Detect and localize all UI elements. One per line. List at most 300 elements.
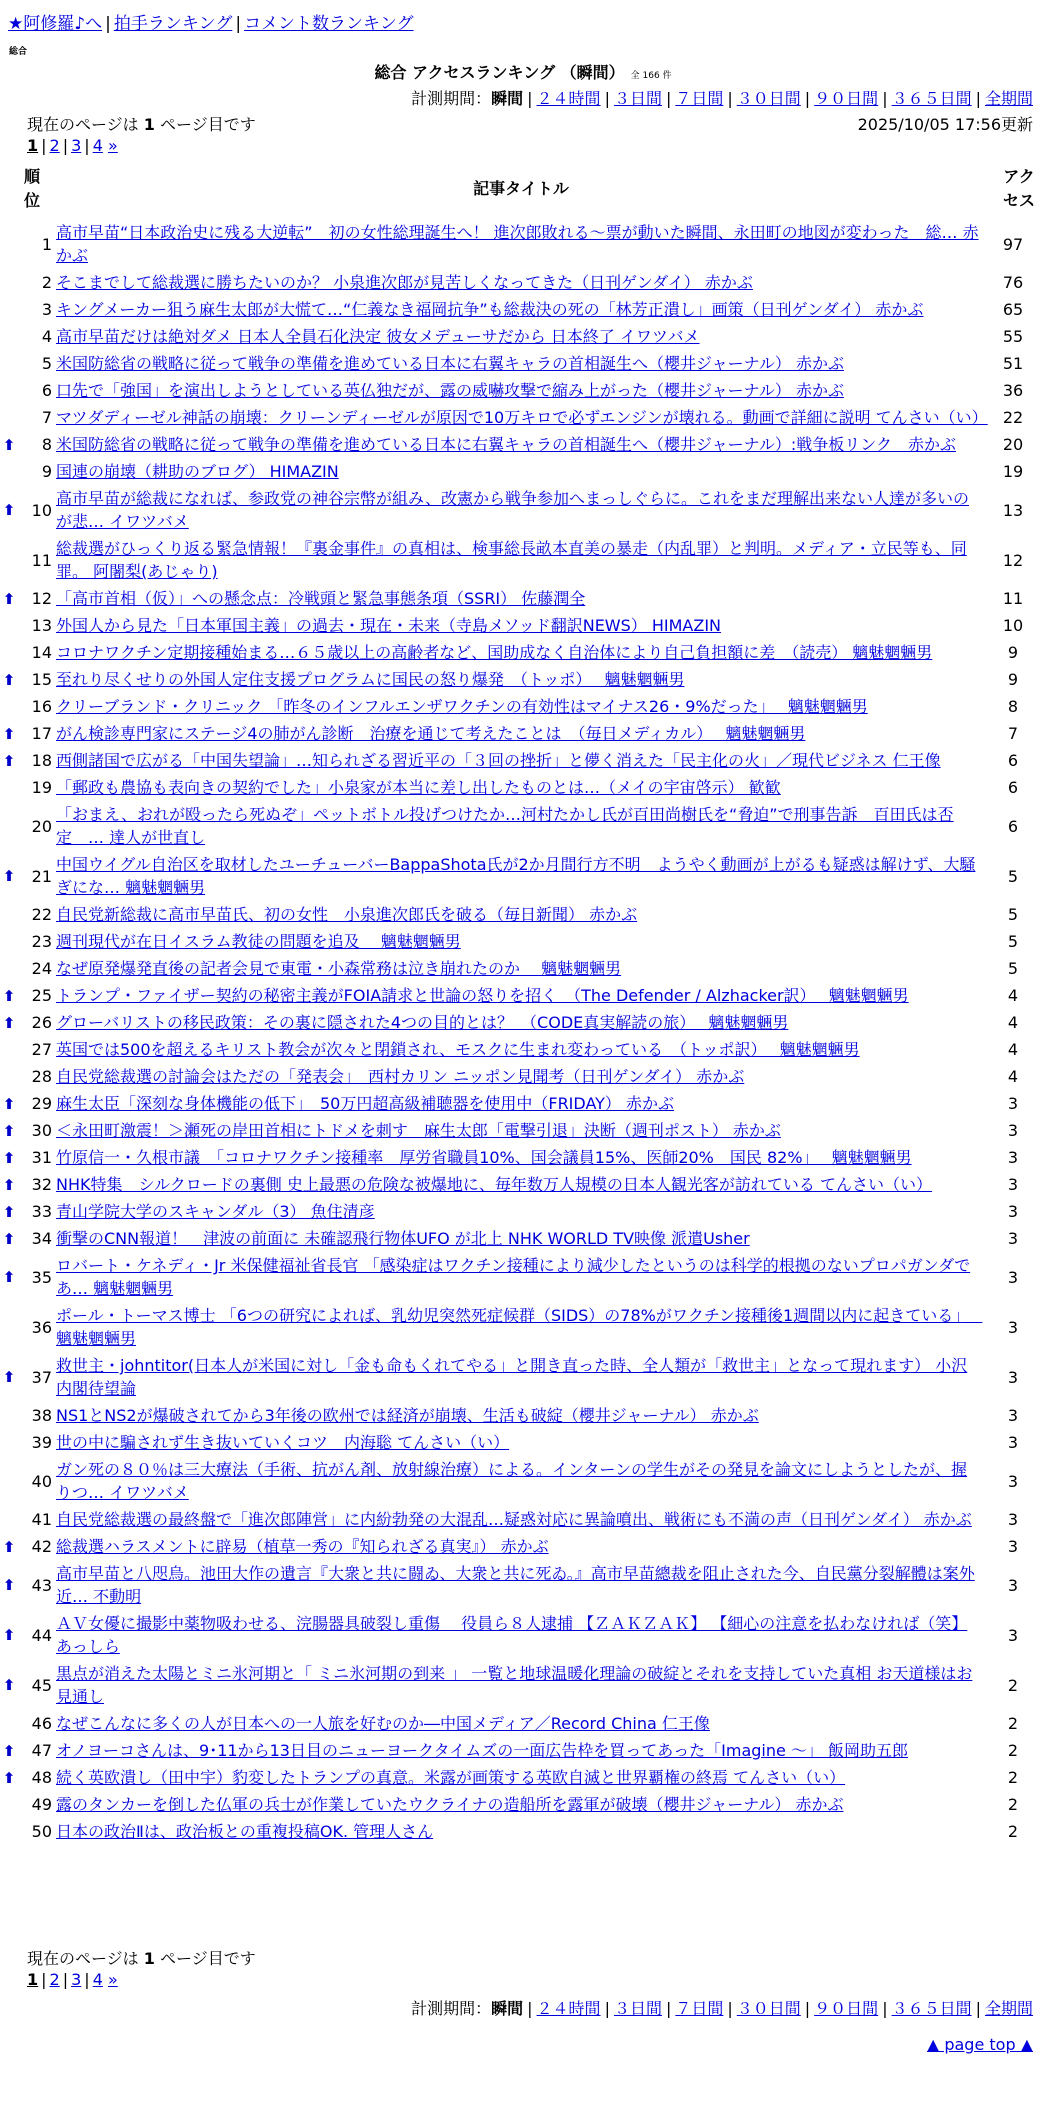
up-arrow-icon: ⬆ <box>2 1094 16 1113</box>
period-option-1[interactable]: ２４時間 <box>536 89 601 108</box>
header-title: 記事タイトル <box>473 179 569 198</box>
up-arrow-icon: ⬆ <box>2 1626 16 1644</box>
article-title-link[interactable]: コロナワクチン定期接種始まる…６５歳以上の高齢者など、国助成なく自治体により自己負担額に差 （読売） 魑魅魍魎男 <box>56 643 933 662</box>
period-option-2[interactable]: ３日間 <box>613 89 662 108</box>
article-title-link[interactable]: NHK特集 シルクロードの裏側 史上最悪の危険な被爆地に、毎年数万人規模の日本人観光客が訪れている てんさい（い） <box>56 1175 932 1194</box>
up-arrow-icon: ⬆ <box>2 1576 16 1594</box>
ranking-table <box>0 219 1046 1845</box>
rank-number: 23 <box>31 932 52 951</box>
article-title-cell <box>54 537 990 583</box>
access-count: 4 <box>1007 1067 1019 1086</box>
access-count: 19 <box>1002 462 1024 481</box>
article-title-link[interactable]: ＜永田町激震！＞瀬死の岸田首相にトドメを刺す 麻生太郎「電撃引退」決断（週刊ポスト） 赤かぶ <box>56 1121 781 1140</box>
page-link-1[interactable]: 1 <box>27 136 39 155</box>
article-title-cell <box>54 1038 990 1061</box>
article-title-cell <box>54 1119 990 1142</box>
article-title-link[interactable]: なぜこんなに多くの人が日本への一人旅を好むのか―中国メディア／Record China 仁王像 <box>56 1714 710 1733</box>
table-row <box>0 1533 1046 1560</box>
article-title-link[interactable]: 救世主・johntitor(日本人が米国に対し「金も命もくれてやる」と開き直った時、全人類が「救世主」となって現れます） 小沢内閣待望論 <box>56 1356 968 1398</box>
article-title-link[interactable]: 至れり尽くせりの外国人定住支援プログラムに国民の怒り爆発 （トッポ） 魑魅魍魎男 <box>56 670 685 689</box>
access-count: 51 <box>1002 354 1024 373</box>
article-title-link[interactable]: NS1とNS2が爆破されてから3年後の欧州では経済が崩壊、生活も破綻（櫻井ジャーナル） 赤かぶ <box>56 1406 759 1425</box>
pager-top <box>27 136 118 155</box>
period-selector-top <box>411 86 1033 109</box>
period-label: 計測期間： <box>411 89 492 108</box>
article-title-link[interactable]: そこまでして総裁選に勝ちたいのか？ 小泉進次郎が見苦しくなってきた（日刊ゲンダイ） 赤かぶ <box>56 273 753 292</box>
current-page-suffix: ページ目です <box>160 1949 256 1968</box>
period-option-0: 瞬間 <box>491 1999 524 2018</box>
article-title-cell <box>54 1304 990 1350</box>
article-title-cell <box>54 298 990 321</box>
table-row <box>0 1737 1046 1764</box>
up-arrow-icon: ⬆ <box>2 670 16 689</box>
rank-number: 19 <box>31 778 52 797</box>
item-count: 全 166 件 <box>630 71 672 81</box>
access-count: 65 <box>1002 300 1024 319</box>
top-link-comment-ranking[interactable]: コメント数ランキング <box>244 14 414 34</box>
article-title-cell <box>54 722 990 745</box>
table-row <box>0 928 1046 955</box>
article-title-link[interactable]: 西側諸国で広がる「中国失望論」…知られざる習近平の「３回の挫折」と儚く消えた「民主化の火」／現代ビジネス 仁王像 <box>56 751 941 770</box>
article-title-link[interactable]: 高市早苗が総裁になれば、参政党の神谷宗幣が組み、改憲から戦争参加へまっしぐらに。これをまだ理解出来ない人達が多いのが悲… イワツバメ <box>56 489 969 531</box>
table-row <box>0 666 1046 693</box>
article-title-link[interactable]: オノヨーコさんは、9･11から13日目のニューヨークタイムズの一面広告枠を買ってあった「Imagine 〜」 飯岡助五郎 <box>56 1741 909 1760</box>
access-count: 6 <box>1007 751 1019 770</box>
table-row <box>0 1171 1046 1198</box>
article-title-link[interactable]: 日本の政治Ⅱは、政治板との重複投稿OK. 管理人さん <box>56 1822 434 1841</box>
rank-number: 47 <box>31 1741 52 1760</box>
article-title-cell <box>54 1508 990 1531</box>
rank-number: 43 <box>31 1575 52 1595</box>
period-separator: | <box>527 1999 533 2018</box>
current-page-prefix: 現在のページは <box>27 1949 139 1968</box>
article-title-cell <box>54 1535 990 1558</box>
table-row <box>0 485 1046 535</box>
article-title-link[interactable]: 自民党新総裁に高市早苗氏、初の女性 小泉進次郎氏を破る（毎日新聞） 赤かぶ <box>56 905 638 924</box>
rank-number: 4 <box>41 327 52 346</box>
current-page-prefix: 現在のページは <box>27 115 139 134</box>
table-row <box>0 296 1046 323</box>
period-option-7[interactable]: 全期間 <box>984 89 1033 108</box>
article-title-cell <box>54 1562 990 1608</box>
table-row <box>0 431 1046 458</box>
rank-number: 1 <box>41 234 52 254</box>
period-separator: | <box>527 89 533 108</box>
rank-number: 42 <box>31 1537 52 1556</box>
rank-number: 13 <box>31 616 52 635</box>
page-link-3[interactable]: 3 <box>71 136 82 155</box>
article-title-cell <box>54 614 990 637</box>
pager-separator: | <box>41 136 47 155</box>
rank-number: 21 <box>31 866 52 886</box>
article-title-cell <box>54 1200 990 1223</box>
article-title-cell <box>54 221 990 267</box>
access-count: 5 <box>1007 932 1019 951</box>
up-arrow-icon: ⬆ <box>2 1175 16 1194</box>
article-title-link[interactable]: 総裁選がひっくり返る緊急情報！『裏金事件』の真相は、検事総長畝本直美の暴走（内乱罪）と判明。メディア・立民等も、同罪。 阿闍梨(あじゃり) <box>56 539 967 581</box>
article-title-link[interactable]: ロバート・ケネディ・Jr 米保健福祉省長官 「感染症はワクチン接種により減少したというのは科学的根拠のないプロパガンダであ… 魑魅魍魎男 <box>56 1256 971 1298</box>
access-count: 4 <box>1007 1013 1019 1032</box>
article-title-cell <box>54 1820 990 1843</box>
up-arrow-icon: ⬆ <box>2 1676 16 1694</box>
next-page-link[interactable]: » <box>107 136 118 155</box>
ranking-title-bar <box>0 60 1046 83</box>
article-title-link[interactable]: トランプ・ファイザー契約の秘密主義がFOIA請求と世論の怒りを招く （The Defender / Alzhacker訳） 魑魅魍魎男 <box>56 986 909 1005</box>
rank-number: 41 <box>31 1510 52 1529</box>
rank-number: 5 <box>41 354 52 373</box>
current-page-text-bottom <box>27 1946 256 1969</box>
access-count: 9 <box>1007 670 1019 689</box>
article-title-cell <box>54 406 990 429</box>
article-title-link[interactable]: 自民党総裁選の最終盤で「進次郎陣営」に内紛勃発の大混乱…疑惑対応に異論噴出、戦術にも不満の声（日刊ゲンダイ） 赤かぶ <box>56 1510 972 1529</box>
article-title-link[interactable]: 外国人から見た「日本軍国主義」の過去・現在・未来（寺島メソッド翻訳NEWS） HIMAZIN <box>56 616 722 635</box>
article-title-cell <box>54 587 990 610</box>
period-option-6[interactable]: ３６５日間 <box>891 89 972 108</box>
access-count: 3 <box>1007 1229 1019 1248</box>
article-title-link[interactable]: 世の中に騙されず生き抜いていくコツ 内海聡 てんさい（い） <box>56 1433 510 1452</box>
up-arrow-icon: ⬆ <box>2 435 16 454</box>
up-arrow-icon: ⬆ <box>2 1148 16 1167</box>
article-title-link[interactable]: 週刊現代が在日イスラム教徒の問題を追及 魑魅魍魎男 <box>56 932 461 951</box>
table-row <box>0 219 1046 269</box>
top-link-ashura[interactable]: ★阿修羅♪へ <box>8 14 103 34</box>
article-title-link[interactable]: 高市早苗と八咫烏。池田大作の遺言『大衆と共に闘ゐ、大衆と共に死ゐ。』高市早苗總裁を阻止された今、自民黨分裂解體は案外近… 不動明 <box>56 1564 975 1606</box>
rank-number: 14 <box>31 643 52 662</box>
table-row <box>0 1560 1046 1610</box>
table-row <box>0 1252 1046 1302</box>
access-count: 2 <box>1007 1714 1019 1733</box>
access-count: 76 <box>1002 273 1024 292</box>
article-title-link[interactable]: 自民党総裁選の討論会はただの「発表会」 西村カリン ニッポン見聞考（日刊ゲンダイ） 赤かぶ <box>56 1067 745 1086</box>
table-row <box>0 1764 1046 1791</box>
up-arrow-icon: ⬆ <box>2 1121 16 1140</box>
rank-number: 49 <box>31 1795 52 1814</box>
table-row <box>0 801 1046 851</box>
table-row <box>0 851 1046 901</box>
page-link-2[interactable]: 2 <box>49 136 60 155</box>
article-title-link[interactable]: 麻生太臣「深刻な身体機能の低下」 50万円超高級補聴器を使用中（FRIDAY） 赤かぶ <box>56 1094 675 1113</box>
access-count: 2 <box>1007 1768 1019 1787</box>
article-title-cell <box>54 271 990 294</box>
table-row <box>0 1610 1046 1660</box>
rank-number: 39 <box>31 1433 52 1452</box>
rank-number: 30 <box>31 1121 52 1140</box>
rank-number: 7 <box>41 408 52 427</box>
table-row <box>0 639 1046 666</box>
article-title-link[interactable]: 衝撃のCNN報道！ 津波の前面に 未確認飛行物体UFO が北上 NHK WORLD TV映像 派遣Usher <box>56 1229 750 1248</box>
access-count: 3 <box>1007 1317 1019 1337</box>
up-arrow-icon: ⬆ <box>2 589 16 608</box>
table-row <box>0 1402 1046 1429</box>
table-row <box>0 1009 1046 1036</box>
article-title-link[interactable]: 英国では500を超えるキリスト教会が次々と閉鎖され、モスクに生まれ変わっている （トッポ訳） 魑魅魍魎男 <box>56 1040 860 1059</box>
up-arrow-icon: ⬆ <box>2 1202 16 1221</box>
article-title-link[interactable]: ポール・トーマス博士 「6つの研究によれば、乳幼児突然死症候群（SIDS）の78%がワクチン接種後1週間以内に起きている」 魑魅魍魎男 <box>56 1306 983 1348</box>
table-row <box>0 350 1046 377</box>
period-separator: | <box>727 89 733 108</box>
up-arrow-icon: ⬆ <box>2 1768 16 1787</box>
article-title-link[interactable]: 中国ウイグル自治区を取材したユーチューバーBappaShota氏が2か月間行方不明 ようやく動画が上がるも疑惑は解けず、大騒ぎにな… 魑魅魍魎男 <box>56 855 976 897</box>
article-title-cell <box>54 776 990 799</box>
access-count: 2 <box>1007 1822 1019 1841</box>
article-title-cell <box>54 1254 990 1300</box>
period-option-3[interactable]: ７日間 <box>675 1999 724 2018</box>
rank-number: 33 <box>31 1202 52 1221</box>
rank-number: 11 <box>31 550 52 570</box>
rank-number: 36 <box>31 1317 52 1337</box>
article-title-cell <box>54 1404 990 1427</box>
period-option-7[interactable]: 全期間 <box>984 1999 1033 2018</box>
access-count: 3 <box>1007 1094 1019 1113</box>
rank-number: 22 <box>31 905 52 924</box>
article-title-link[interactable]: 「高市首相（仮）」への懸念点：冷戦頭と緊急事態条項（SSRI） 佐藤潤全 <box>56 589 586 608</box>
table-row <box>0 982 1046 1009</box>
current-page-suffix: ページ目です <box>160 115 256 134</box>
rank-number: 44 <box>31 1625 52 1645</box>
access-count: 3 <box>1007 1433 1019 1452</box>
article-title-link[interactable]: 国連の崩壊（耕助のブログ） HIMAZIN <box>56 462 339 481</box>
access-count: 36 <box>1002 381 1024 400</box>
article-title-cell <box>54 803 990 849</box>
article-title-cell <box>54 1612 990 1658</box>
access-count: 12 <box>1002 550 1024 570</box>
table-row <box>0 1456 1046 1506</box>
access-count: 3 <box>1007 1121 1019 1140</box>
article-title-link[interactable]: 総裁選ハラスメントに辟易（植草一秀の『知られざる真実』） 赤かぶ <box>56 1537 549 1556</box>
article-title-cell <box>54 1092 990 1115</box>
table-row <box>0 1818 1046 1845</box>
article-title-cell <box>54 1173 990 1196</box>
table-row <box>0 1302 1046 1352</box>
article-title-cell <box>54 749 990 772</box>
rank-number: 48 <box>31 1768 52 1787</box>
access-count: 13 <box>1002 500 1024 520</box>
current-page-number: 1 <box>143 115 155 134</box>
article-title-cell <box>54 1146 990 1169</box>
article-title-cell <box>54 1662 990 1708</box>
period-option-5[interactable]: ９０日間 <box>814 1999 879 2018</box>
top-nav <box>8 9 414 34</box>
pager-separator: | <box>62 136 69 155</box>
access-count: 4 <box>1007 986 1019 1005</box>
table-row <box>0 1117 1046 1144</box>
rank-number: 29 <box>31 1094 52 1113</box>
article-title-link[interactable]: 竹原信一・久根市議 「コロナワクチン接種率 厚労省職員10%、国会議員15%、医師20% 国民 82%」 魑魅魍魎男 <box>56 1148 912 1167</box>
rank-number: 9 <box>41 462 52 481</box>
nav-separator: | <box>235 14 242 34</box>
rank-number: 45 <box>31 1675 52 1695</box>
access-count: 5 <box>1007 866 1019 886</box>
access-count: 5 <box>1007 905 1019 924</box>
rank-number: 18 <box>31 751 52 770</box>
article-title-link[interactable]: マツダディーゼル神話の崩壊：クリーンディーゼルが原因で10万キロで必ずエンジンが壊れる。動画で詳細に説明 てんさい（い） <box>56 408 988 427</box>
article-title-link[interactable]: 続く英欧潰し（田中宇）豹変したトランプの真意。米露が画策する英欧自滅と世界覇権の終焉 てんさい（い） <box>56 1768 846 1787</box>
article-title-link[interactable]: 露のタンカーを倒した仏軍の兵士が作業していたウクライナの造船所を露軍が破壊（櫻井ジャーナル） 赤かぶ <box>56 1795 844 1814</box>
rank-number: 50 <box>31 1822 52 1841</box>
rank-number: 34 <box>31 1229 52 1248</box>
period-option-1[interactable]: ２４時間 <box>536 1999 601 2018</box>
access-count: 3 <box>1007 1575 1019 1595</box>
access-count: 3 <box>1007 1267 1019 1287</box>
article-title-link[interactable]: 青山学院大学のスキャンダル（3） 魚住清彦 <box>56 1202 375 1221</box>
table-header <box>0 165 1046 213</box>
rank-number: 8 <box>41 435 52 454</box>
period-separator: | <box>604 89 610 108</box>
table-row <box>0 1063 1046 1090</box>
page-link-3[interactable]: 3 <box>71 1970 82 1989</box>
table-row <box>0 585 1046 612</box>
article-title-cell <box>54 853 990 899</box>
article-title-link[interactable]: 米国防総省の戦略に従って戦争の準備を進めている日本に右翼キャラの首相誕生へ（櫻井ジャーナル）:戦争板リンク 赤かぶ <box>56 435 956 454</box>
article-title-link[interactable]: がん検診専門家にステージ4の肺がん診断 治療を通じて考えたことは （毎日メディカル） 魑魅魍魎男 <box>56 724 806 743</box>
article-title-cell <box>54 433 990 456</box>
article-title-link[interactable]: グローバリストの移民政策：その裏に隠された4つの目的とは？ （CODE真実解読の旅） 魑魅魍魎男 <box>56 1013 789 1032</box>
period-option-3[interactable]: ７日間 <box>675 89 724 108</box>
article-title-link[interactable]: キングメーカー狙う麻生太郎が大慌て…“仁義なき福岡抗争”も総裁決の死の「林芳正潰し」画策（日刊ゲンダイ） 赤かぶ <box>56 300 924 319</box>
table-row <box>0 1225 1046 1252</box>
period-option-5[interactable]: ９０日間 <box>814 89 879 108</box>
rank-number: 28 <box>31 1067 52 1086</box>
rank-number: 40 <box>31 1471 52 1491</box>
access-count: 9 <box>1007 643 1019 662</box>
article-title-cell <box>54 695 990 718</box>
page-link-4[interactable]: 4 <box>92 136 103 155</box>
article-title-cell <box>54 487 990 533</box>
article-title-cell <box>54 325 990 348</box>
up-arrow-icon: ⬆ <box>2 1013 16 1032</box>
table-row <box>0 774 1046 801</box>
article-title-link[interactable]: 高市早苗だけは絶対ダメ 日本人全員石化決定 彼女メデューサだから 日本終了 イワツバメ <box>56 327 700 346</box>
access-count: 7 <box>1007 724 1019 743</box>
article-title-cell <box>54 641 990 664</box>
period-separator: | <box>882 1999 888 2018</box>
article-title-cell <box>54 352 990 375</box>
rank-number: 32 <box>31 1175 52 1194</box>
page-link-1[interactable]: 1 <box>27 1970 39 1989</box>
period-separator: | <box>604 1999 610 2018</box>
up-arrow-icon: ⬆ <box>2 1537 16 1556</box>
article-title-cell <box>54 1766 990 1789</box>
period-option-4[interactable]: ３０日間 <box>736 89 801 108</box>
access-count: 20 <box>1002 435 1024 454</box>
table-row <box>0 269 1046 296</box>
header-rank: 順位 <box>23 167 40 210</box>
article-title-link[interactable]: 「おまえ、おれが殴ったら死ぬぞ」ペットボトル投げつけたか…河村たかし氏が百田尚樹氏を“脅迫”で刑事告訴 百田氏は否定 … 達人が世直し <box>56 805 954 847</box>
next-page-link[interactable]: » <box>107 1970 118 1989</box>
table-row <box>0 901 1046 928</box>
access-count: 6 <box>1007 816 1019 836</box>
article-title-link[interactable]: 米国防総省の戦略に従って戦争の準備を進めている日本に右翼キャラの首相誕生へ（櫻井ジャーナル） 赤かぶ <box>56 354 844 373</box>
page-top-link[interactable]: ▲ page top ▲ <box>926 2035 1033 2054</box>
period-separator: | <box>665 89 672 108</box>
article-title-cell <box>54 957 990 980</box>
access-count: 3 <box>1007 1406 1019 1425</box>
access-count: 10 <box>1002 616 1024 635</box>
table-row <box>0 535 1046 585</box>
table-row <box>0 693 1046 720</box>
table-row <box>0 1352 1046 1402</box>
article-title-cell <box>54 1712 990 1735</box>
article-title-cell <box>54 1739 990 1762</box>
rank-number: 16 <box>31 697 52 716</box>
access-count: 2 <box>1007 1675 1019 1695</box>
up-arrow-icon: ⬆ <box>2 867 16 885</box>
period-option-4[interactable]: ３０日間 <box>736 1999 801 2018</box>
rank-number: 15 <box>31 670 52 689</box>
table-row <box>0 1660 1046 1710</box>
access-count: 3 <box>1007 1202 1019 1221</box>
rank-number: 10 <box>31 500 52 520</box>
article-title-cell <box>54 1458 990 1504</box>
rank-number: 37 <box>31 1367 52 1387</box>
current-page-text-top <box>27 112 256 135</box>
table-row <box>0 377 1046 404</box>
article-title-cell <box>54 1065 990 1088</box>
rank-number: 25 <box>31 986 52 1005</box>
access-count: 3 <box>1007 1148 1019 1167</box>
up-arrow-icon: ⬆ <box>2 1268 16 1286</box>
article-title-cell <box>54 930 990 953</box>
table-row <box>0 458 1046 485</box>
access-count: 3 <box>1007 1175 1019 1194</box>
header-access: アクセス <box>1002 167 1035 210</box>
article-title-cell <box>54 1793 990 1816</box>
up-arrow-icon: ⬆ <box>2 1368 16 1386</box>
table-row <box>0 404 1046 431</box>
top-link-clap-ranking[interactable]: 拍手ランキング <box>113 14 233 34</box>
up-arrow-icon: ⬆ <box>2 1229 16 1248</box>
article-title-link[interactable]: 口先で「強国」を演出しようとしている英仏独だが、露の威嚇攻撃で縮み上がった（櫻井ジャーナル） 赤かぶ <box>56 381 844 400</box>
up-arrow-icon: ⬆ <box>2 724 16 743</box>
access-count: 97 <box>1002 234 1024 254</box>
article-title-link[interactable]: なぜ原発爆発直後の記者会見で東電・小森常務は泣き崩れたのか 魑魅魍魎男 <box>56 959 622 978</box>
pager-separator: | <box>62 1970 69 1989</box>
access-count: 3 <box>1007 1471 1019 1491</box>
table-row <box>0 1198 1046 1225</box>
period-option-0: 瞬間 <box>491 89 524 108</box>
table-row <box>0 955 1046 982</box>
rank-number: 26 <box>31 1013 52 1032</box>
up-arrow-icon: ⬆ <box>2 1741 16 1760</box>
period-option-2[interactable]: ３日間 <box>613 1999 662 2018</box>
table-row <box>0 1429 1046 1456</box>
article-title-cell <box>54 903 990 926</box>
article-title-link[interactable]: 「郵政も農協も表向きの契約でした」小泉家が本当に差し出したものとは…（メイの宇宙啓示） 歓歓 <box>56 778 781 797</box>
article-title-link[interactable]: 高市早苗“日本政治史に残る大逆転” 初の女性総理誕生へ！ 進次郎敗れる〜票が動いた瞬間、永田町の地図が変わった 総… 赤かぶ <box>56 223 979 265</box>
period-option-6[interactable]: ３６５日間 <box>891 1999 972 2018</box>
article-title-link[interactable]: ＡＶ女優に撮影中薬物吸わせる、浣腸器具破裂し重傷 役員ら８人逮捕 【ＺＡＫＺＡＫ】 【細心の注意を払わなければ（笑】 あっしら <box>56 1614 968 1656</box>
table-row <box>0 1144 1046 1171</box>
article-title-link[interactable]: 黒点が消えた太陽とミニ氷河期と「 ミニ氷河期の到来 」 一覧と地球温暖化理論の破綻とそれを支持していた真相 お天道様はお見通し <box>56 1664 973 1706</box>
article-title-cell <box>54 1354 990 1400</box>
rank-number: 38 <box>31 1406 52 1425</box>
article-title-cell <box>54 1227 990 1250</box>
table-row <box>0 747 1046 774</box>
up-arrow-icon: ⬆ <box>2 751 16 770</box>
up-arrow-icon: ⬆ <box>2 501 16 519</box>
updated-timestamp: 2025/10/05 17:56更新 <box>857 115 1033 134</box>
page-link-4[interactable]: 4 <box>92 1970 103 1989</box>
table-row <box>0 323 1046 350</box>
page-link-2[interactable]: 2 <box>49 1970 60 1989</box>
access-count: 3 <box>1007 1537 1019 1556</box>
article-title-link[interactable]: ガン死の８０％は三大療法（手術、抗がん剤、放射線治療）による。インターンの学生がその発見を論文にしようとしたが、握りつ… イワツバメ <box>56 1460 968 1502</box>
access-count: 5 <box>1007 959 1019 978</box>
rank-number: 27 <box>31 1040 52 1059</box>
access-count: 3 <box>1007 1510 1019 1529</box>
rank-number: 2 <box>41 273 52 292</box>
article-title-link[interactable]: クリーブランド・クリニック 「昨冬のインフルエンザワクチンの有効性はマイナス26・9%だった」 魑魅魍魎男 <box>56 697 868 716</box>
